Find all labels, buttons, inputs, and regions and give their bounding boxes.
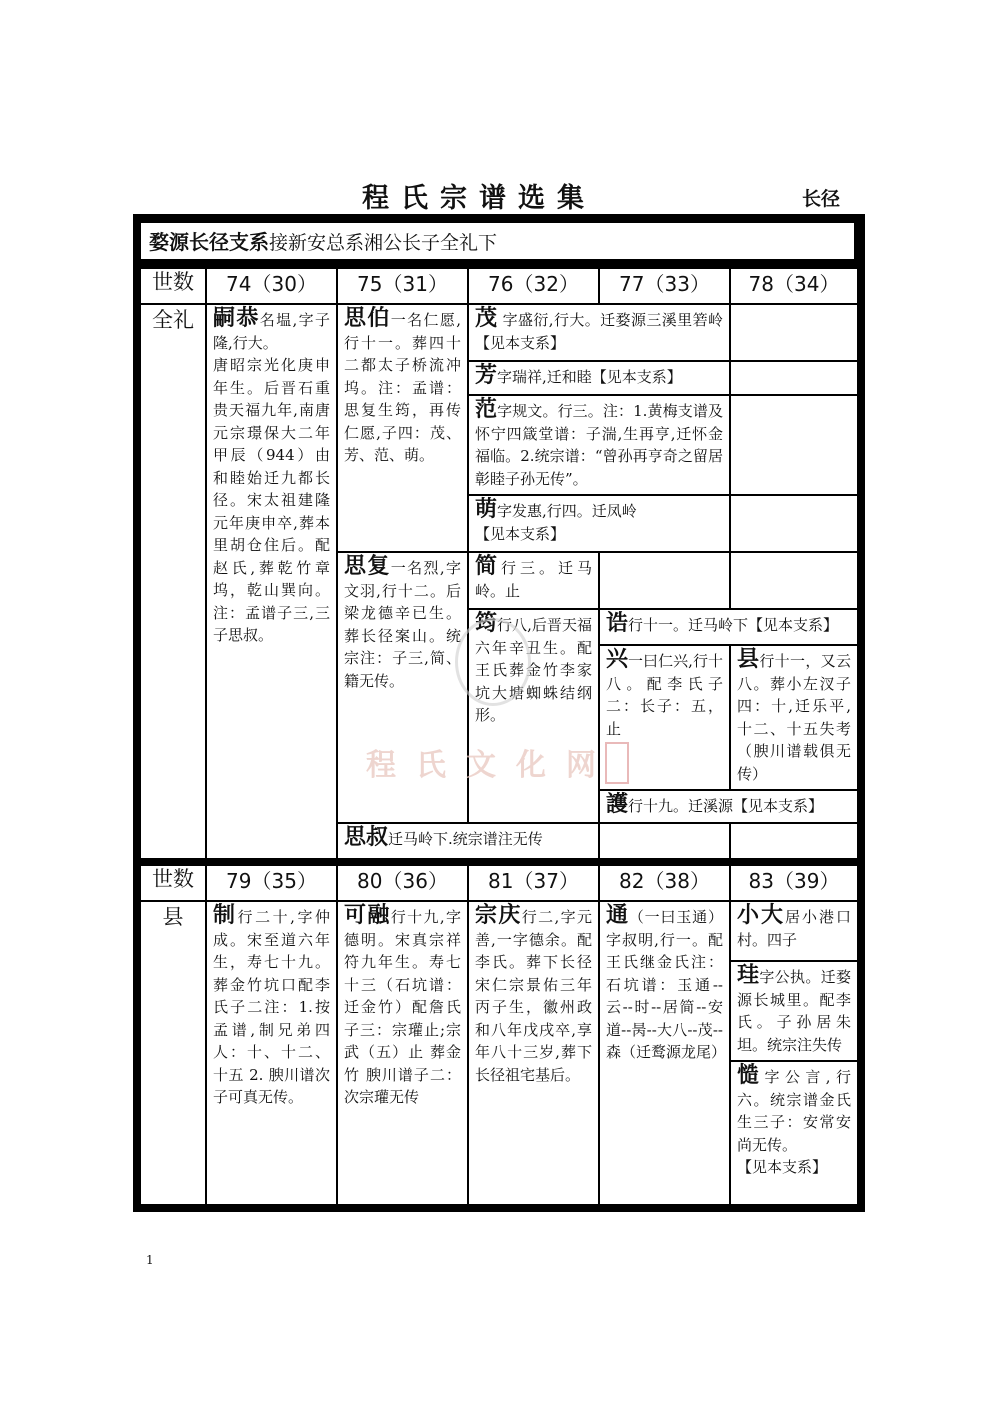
empty-78-d: [730, 495, 858, 552]
entry-fan: [468, 395, 730, 495]
gen-82: 82（38）: [599, 865, 730, 901]
text-hu: 行十九。迁溪源【见本支系】: [628, 797, 824, 815]
gen-76: 76（32）: [468, 268, 599, 304]
name-sibo: 思伯: [344, 306, 391, 331]
entry-zongqing: [468, 901, 599, 1205]
page-title: 程氏宗谱选集: [362, 183, 596, 214]
text-xiaoda: 居小港口村。四子: [737, 908, 851, 949]
branch-label: 长径: [802, 188, 841, 210]
row-label-xian: 县: [140, 901, 206, 1205]
name-xiaoda: 小大: [737, 903, 785, 928]
name-fan: 范: [475, 397, 498, 422]
name-zao: 慥: [737, 1063, 765, 1088]
text-zongqing: 行二,字元善,一字德余。配李氏。葬下长径 宋仁宗景佑三年丙子生，徽州政和八年戊戌卒,享年八十三岁,葬下长径祖宅基后。: [475, 908, 592, 1084]
name-zhi: 制: [213, 903, 238, 928]
ref-meng: 【见本支系】: [475, 524, 566, 543]
branch-header: [140, 222, 855, 260]
page-number: 1: [146, 1253, 154, 1267]
empty-78-a: [730, 304, 858, 361]
name-zongqing: 宗庆: [475, 903, 522, 928]
entry-fang: [468, 361, 730, 395]
entry-sifu: [337, 552, 468, 823]
text-zao: 字公言,行六。统宗谱金氏生三子：安常安尚无传。: [737, 1068, 851, 1154]
text-fang: 字瑞祥,迁和睦【见本支系】: [497, 368, 682, 386]
gen-label-1: 世数: [140, 268, 206, 304]
name-xian: 县: [737, 647, 760, 672]
text-kerong: 行十九,字德明。宋真宗祥符九年生。寿七十三（石坑谱：迁金竹）配詹氏子三：宗瓘止;宗武（五）止 葬金竹 腴川谱子二：次宗瓘无传: [344, 908, 461, 1106]
name-tong: 通: [606, 903, 629, 928]
gen-74: 74（30）: [206, 268, 337, 304]
branch-header-bold: 婺源长径支系: [149, 230, 269, 254]
gen-79: 79（35）: [206, 865, 337, 901]
text-gao: 行十一。迁马岭下【见本支系】: [628, 616, 839, 634]
empty-78-b: [730, 361, 858, 395]
entry-mao: [468, 304, 730, 361]
name-xing: 兴: [606, 647, 629, 672]
entry-yun: [468, 609, 599, 823]
name-gui: 珪: [737, 963, 760, 988]
name-yun: 筠: [475, 611, 498, 636]
text-tong: （一曰玉通）字叔明,行一。配王氏继金氏注：石坑谱：玉通--云--时--居简--安道--昺--大八--茂--森（迁鹜源龙尾）: [606, 908, 727, 1061]
entry-zao: [730, 1061, 858, 1205]
gen-77: 77（33）: [599, 268, 730, 304]
gen-81: 81（37）: [468, 865, 599, 901]
text-zhi: 行二十,字仲成。宋至道六年生，寿七十九。葬金竹坑口配李氏子二注：1.按孟谱,制兄弟四人：十、十二、十五 2. 腴川谱次子可真无传。: [213, 908, 330, 1106]
notes-sigong: 唐昭宗光化庚申年生。后晋石重贵天福九年,南唐元宗璟保大二年甲辰（944）由和睦始迁九都长径。宋太祖建隆元年庚申卒,葬本里胡仓住后。配赵氏,葬乾竹章坞，乾山巽向。注：孟谱子三,三子思叔。: [213, 356, 330, 644]
entry-xian: [730, 645, 858, 790]
empty-78-c: [730, 395, 858, 495]
text-yun: 行八,后晋天福六年辛丑生。配王氏葬金竹李家坑大塘蜘蛛结纲形。: [475, 616, 592, 724]
gen-75: 75（31）: [337, 268, 468, 304]
entry-sibo: [337, 304, 468, 552]
text-sibo: 一名仁愿,行十一。葬四十二都太子桥流冲坞。注：孟谱：思复生筠，再传仁愿,子四：茂、芳、范、萌。: [344, 311, 461, 464]
text-meng: 字发惠,行四。迁凤岭: [497, 502, 637, 520]
name-hu: 護: [606, 792, 629, 817]
entry-gui: [730, 961, 858, 1061]
text-xian: 行十一，又云八。葬小左汊子四：十,迁乐平,十二、十五失考（腴川谱载俱无传）: [737, 652, 851, 783]
empty-77-e: [599, 552, 730, 609]
entry-sigong: [206, 304, 337, 859]
entry-meng: [468, 495, 730, 552]
entry-sishu: [337, 823, 599, 859]
gen-83: 83（39）: [730, 865, 858, 901]
text-gui: 字公执。迁婺源长城里。配李氏。子孙居朱坦。统宗注失传: [737, 968, 851, 1054]
name-meng: 萌: [475, 497, 498, 522]
row-label-quanli: 全礼: [140, 304, 206, 859]
text-xing: 一曰仁兴,行十八。配李氏子二：长子：五，止: [606, 652, 723, 738]
watermark-text: 程氏文化网: [366, 748, 616, 783]
gen-80: 80（36）: [337, 865, 468, 901]
branch-header-rest: 接新安总系湘公长子全礼下: [269, 232, 498, 254]
entry-xiaoda: [730, 901, 858, 961]
text-sifu: 一名烈,字文羽,行十二。后梁龙德辛已生。葬长径案山。统宗注：子三,简、籍无传。: [344, 559, 461, 690]
name-fang: 芳: [475, 363, 498, 388]
name-sigong: 嗣恭: [213, 306, 260, 331]
text-jian: 行三。迁马岭。止: [475, 559, 592, 600]
gen-label-2: 世数: [140, 865, 206, 901]
text-mao: 字盛衍,行大。迁婺源三溪里箬岭【见本支系】: [475, 311, 723, 352]
empty-77-f: [599, 823, 730, 859]
text-fan: 字规文。行三。注：1.黄梅支谱及怀宁四箴堂谱：子湍,生再亨,迁怀金福临。2.统宗谱：“曾孙再亨奇之留居彰睦子孙无传”。: [475, 402, 723, 488]
entry-jian: [468, 552, 599, 609]
name-kerong: 可融: [344, 903, 391, 928]
entry-xing: [599, 645, 730, 790]
name-sishu: 思叔: [344, 825, 389, 850]
name-jian: 简: [475, 554, 501, 579]
entry-gao: [599, 609, 858, 645]
name-mao: 茂: [475, 306, 498, 331]
name-gao: 诰: [606, 611, 629, 636]
name-sifu: 思复: [344, 554, 391, 579]
gen-78: 78（34）: [730, 268, 858, 304]
entry-tong: [599, 901, 730, 1205]
text-sishu: 迁马岭下.统宗谱注无传: [388, 830, 543, 848]
entry-zhi: [206, 901, 337, 1205]
entry-kerong: [337, 901, 468, 1205]
text-sigong: 名塭,字子隆,行大。: [213, 311, 330, 352]
entry-hu: [599, 790, 858, 823]
empty-78-f: [730, 823, 858, 859]
empty-78-e: [730, 552, 858, 609]
ref-zao: 【见本支系】: [737, 1158, 828, 1176]
